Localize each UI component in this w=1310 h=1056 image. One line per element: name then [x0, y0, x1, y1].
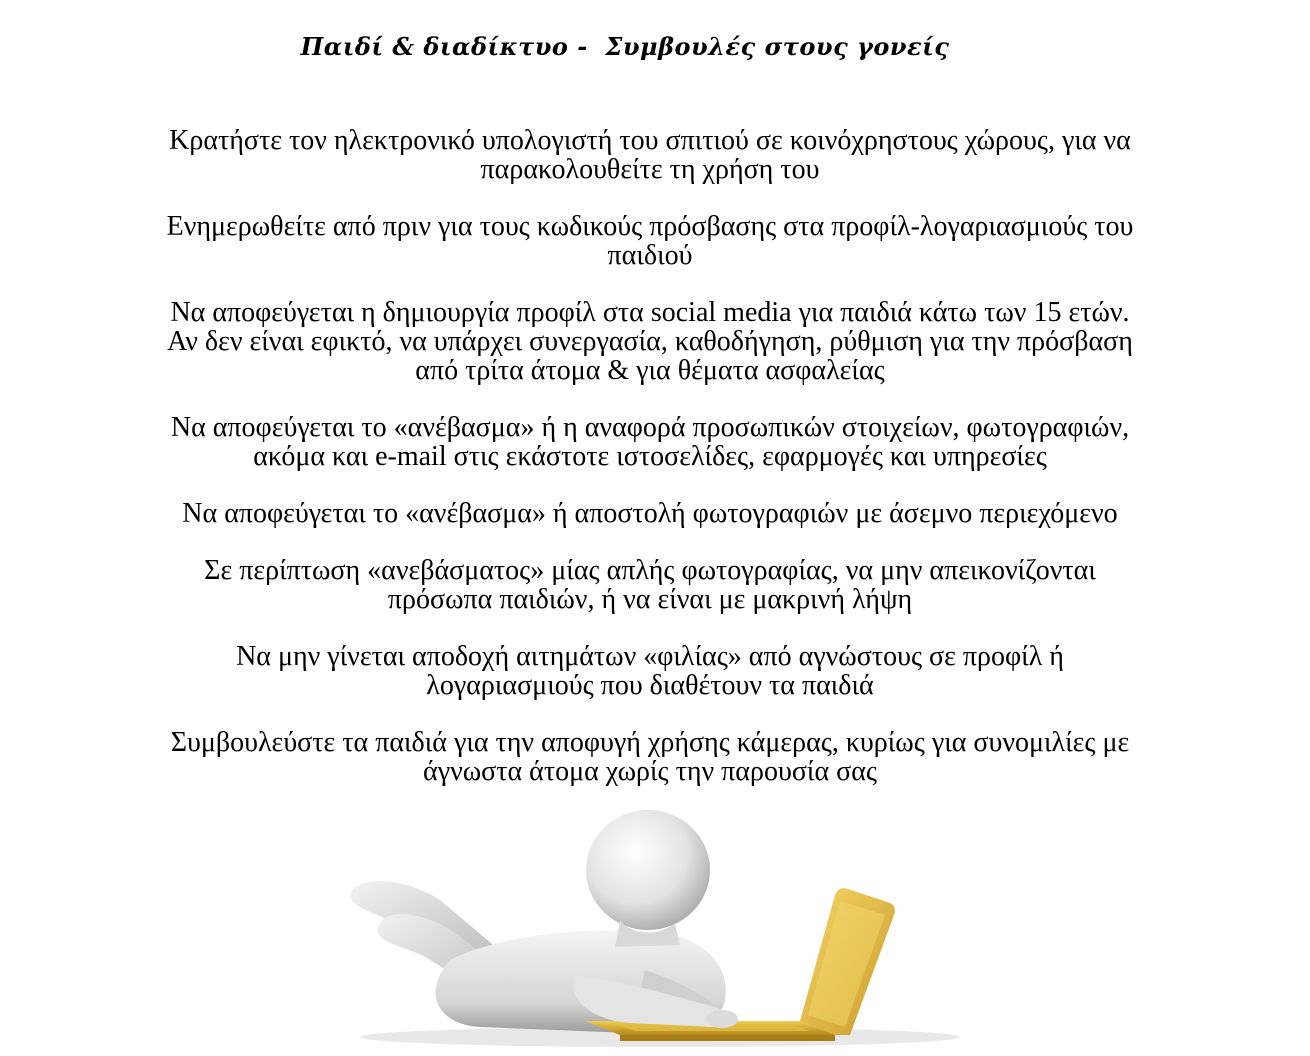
tip-item: Να μην γίνεται αποδοχή αιτημάτων «φιλίας» από αγνώστους σε προφίλ ή λογαριασμιούς που διαθέτουν τα παιδιά	[236, 641, 1064, 701]
tip-item: Κρατήστε τον ηλεκτρονικό υπολογιστή του σπιτιού σε κοινόχρηστους χώρους, για να παρακολουθείτε τη χρήση του	[169, 125, 1131, 185]
tips-list	[30, 126, 1270, 814]
tip-item: Να αποφεύγεται το «ανέβασμα» ή αποστολή φωτογραφιών με άσεμνο περιεχόμενο	[182, 498, 1118, 529]
tip-item: Να αποφεύγεται η δημιουργία προφίλ στα social media για παιδιά κάτω των 15 ετών. Αν δεν είναι εφικτό, να υπάρχει συνεργασία, καθοδήγηση, ρύθμιση για την πρόσβαση από τρίτα άτομα & για θέματα ασφαλείας	[167, 297, 1133, 386]
tip-item: Συμβουλεύστε τα παιδιά για την αποφυγή χρήσης κάμερας, κυρίως για συνομιλίες με άγνωστα άτομα χωρίς την παρουσία σας	[170, 727, 1130, 787]
figure-lying-with-laptop-icon	[330, 795, 970, 1052]
tip-item: Σε περίπτωση «ανεβάσματος» μίας απλής φωτογραφίας, να μην απεικονίζονται πρόσωπα παιδιών, ή να είναι με μακρινή λήψη	[204, 555, 1096, 615]
tip-item: Ενημερωθείτε από πριν για τους κωδικούς πρόσβασης στα προφίλ-λογαριασμιούς του παιδιού	[166, 211, 1134, 271]
tip-item: Να αποφεύγεται το «ανέβασμα» ή η αναφορά προσωπικών στοιχείων, φωτογραφιών, ακόμα και e-mail στις εκάστοτε ιστοσελίδες, εφαρμογές και υπηρεσίες	[170, 412, 1130, 472]
page-title: Παιδί & διαδίκτυο - Συμβουλές στους γονείς	[300, 32, 950, 61]
